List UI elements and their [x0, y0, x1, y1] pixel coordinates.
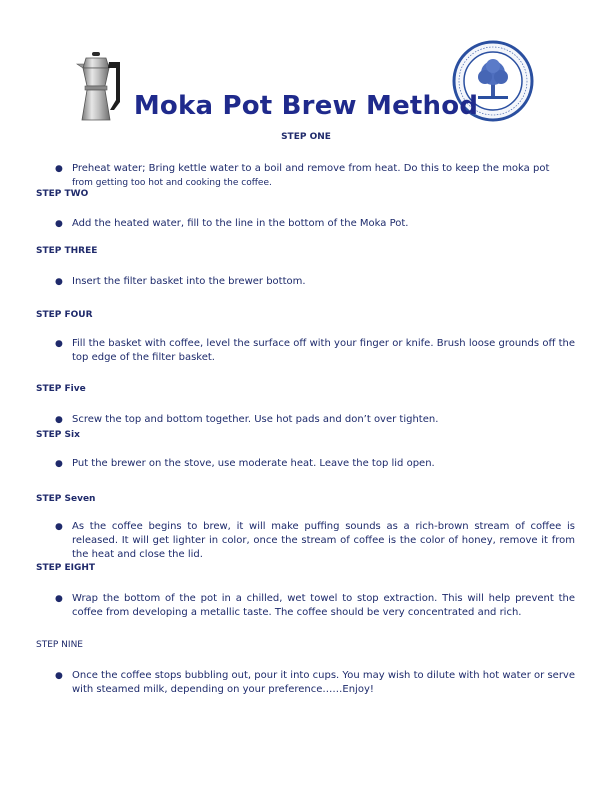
step-one-heading: STEP ONE	[281, 132, 331, 142]
step-one-item	[55, 162, 575, 190]
step-four-heading: STEP FOUR	[36, 310, 93, 320]
step-six-heading: STEP Six	[36, 430, 80, 440]
step-three-item	[55, 275, 575, 289]
step-five-text: Screw the top and bottom together. Use hot pads and don’t over tighten.	[72, 414, 439, 425]
step-six-text: Put the brewer on the stove, use moderate heat. Leave the top lid open.	[72, 458, 435, 469]
step-three-heading: STEP THREE	[36, 246, 98, 256]
step-five-heading: STEP Five	[36, 384, 86, 394]
step-one-text: Preheat water; Bring kettle water to a boil and remove from heat. Do this to keep the moka pot from getting too hot and cooking the coffee.	[72, 163, 550, 188]
step-four-text: Fill the basket with coffee, level the surface off with your finger or knife. Brush loose grounds off the top edge of the filter basket.	[72, 338, 575, 363]
step-two-text: Add the heated water, fill to the line in the bottom of the Moka Pot.	[72, 218, 409, 229]
step-two-heading: STEP TWO	[36, 189, 89, 199]
step-four-item	[55, 337, 575, 365]
step-three-text: Insert the filter basket into the brewer bottom.	[72, 276, 306, 287]
bullet-icon: ●	[55, 219, 63, 229]
bullet-icon: ●	[55, 459, 63, 469]
bullet-icon: ●	[55, 277, 63, 287]
step-seven-text: As the coffee begins to brew, it will make puffing sounds as a rich-brown stream of coffee is released. It will get lighter in color, once the stream of coffee is the color of honey, remove it from the heat and close the lid.	[72, 521, 575, 560]
step-eight-item	[55, 592, 575, 620]
step-seven-heading: STEP Seven	[36, 494, 96, 504]
page-title: Moka Pot Brew Method	[133, 91, 479, 121]
step-nine-text: Once the coffee stops bubbling out, pour it into cups. You may wish to dilute with hot water or serve with steamed milk, depending on your preference……Enjoy!	[72, 670, 575, 695]
step-six-item	[55, 457, 575, 471]
bullet-icon: ●	[55, 164, 63, 174]
step-five-item	[55, 413, 575, 427]
bullet-icon: ●	[55, 522, 63, 532]
step-nine-heading: STEP NINE	[36, 640, 83, 650]
bullet-icon: ●	[55, 339, 63, 349]
bullet-icon: ●	[55, 671, 63, 681]
step-two-item	[55, 217, 575, 231]
bullet-icon: ●	[55, 594, 63, 604]
step-eight-text: Wrap the bottom of the pot in a chilled, wet towel to stop extraction. This will help prevent the coffee from developing a metallic taste. The coffee should be very concentrated and rich.	[72, 593, 575, 618]
bullet-icon: ●	[55, 415, 63, 425]
step-eight-heading: STEP EIGHT	[36, 563, 96, 573]
step-nine-item	[55, 669, 575, 697]
step-seven-item	[55, 520, 575, 562]
